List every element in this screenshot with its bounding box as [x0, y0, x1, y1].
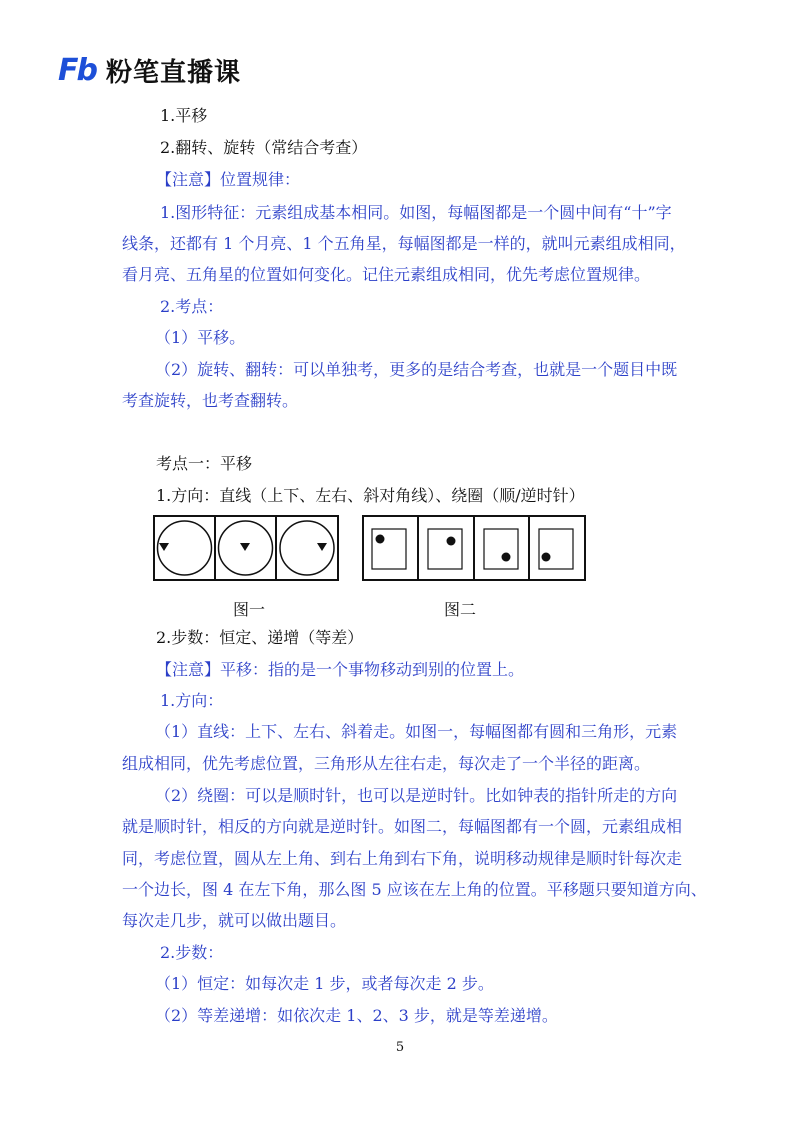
paragraph-line: 2.考点： [160, 297, 224, 316]
paragraph-line: 同，考虑位置，圆从左上角、到右上角到右下角，说明移动规律是顺时针每次走 [122, 849, 683, 868]
paragraph-line: 看月亮、五角星的位置如何变化。记住元素组成相同，优先考虑位置规律。 [122, 265, 651, 284]
square-shape [539, 529, 573, 569]
list-item: 2.翻转、旋转（常结合考查） [160, 138, 368, 157]
paragraph-line: （2）旋转、翻转：可以单独考，更多的是结合考查，也就是一个题目中既 [155, 360, 678, 379]
dot-icon [376, 535, 385, 544]
paragraph-line: 1.方向： [160, 691, 224, 710]
triangle-icon [159, 543, 169, 551]
square-shape [484, 529, 518, 569]
paragraph-line: 1.图形特征：元素组成基本相同。如图，每幅图都是一个圆中间有“十”字 [160, 203, 672, 222]
paragraph-line: 组成相同，优先考虑位置，三角形从左往右走，每次走了一个半径的距离。 [122, 754, 651, 773]
list-item: 1.平移 [160, 106, 208, 125]
paragraph-line: 就是顺时针，相反的方向就是逆时针。如图二，每幅图都有一个圆，元素组成相 [122, 817, 683, 836]
figure-caption: 图一 [233, 600, 266, 619]
dot-icon [502, 553, 511, 562]
header [58, 52, 241, 88]
list-item: 1.方向：直线（上下、左右、斜对角线）、绕圈（顺/逆时针） [156, 486, 585, 505]
note-label: 【注意】位置规律： [156, 170, 301, 189]
page-number: 5 [395, 1040, 405, 1055]
circle-shape [280, 521, 334, 575]
paragraph-line: 考查旋转，也考查翻转。 [122, 391, 299, 410]
paragraph-line: （1）平移。 [155, 328, 246, 347]
paragraph-line: 2.步数： [160, 943, 224, 962]
paragraph-line: （2）等差递增：如依次走 1、2、3 步，就是等差递增。 [155, 1006, 558, 1025]
dot-icon [542, 553, 551, 562]
triangle-icon [240, 543, 250, 551]
list-item: 2.步数：恒定、递增（等差） [156, 628, 364, 647]
square-shape [428, 529, 462, 569]
square-shape [372, 529, 406, 569]
fenbi-logo-icon: Fb [58, 52, 96, 88]
triangle-icon [317, 543, 327, 551]
figure-caption: 图二 [444, 600, 477, 619]
note-line: 【注意】平移：指的是一个事物移动到别的位置上。 [156, 660, 525, 679]
figure-two [362, 515, 586, 581]
figure-one [153, 515, 339, 581]
brand-name: 粉笔直播课 [105, 57, 241, 88]
paragraph-line: 每次走几步，就可以做出题目。 [122, 911, 347, 930]
paragraph-line: （1）恒定：如每次走 1 步，或者每次走 2 步。 [155, 974, 494, 993]
paragraph-line: 一个边长，图 4 在左下角，那么图 5 应该在左上角的位置。平移题只要知道方向、 [122, 880, 707, 899]
paragraph-line: （2）绕圈：可以是顺时针，也可以是逆时针。比如钟表的指针所走的方向 [155, 786, 678, 805]
paragraph-line: 线条，还都有 1 个月亮、1 个五角星，每幅图都是一样的，就叫元素组成相同， [122, 234, 686, 253]
paragraph-line: （1）直线：上下、左右、斜着走。如图一，每幅图都有圆和三角形，元素 [155, 722, 678, 741]
dot-icon [447, 537, 456, 546]
section-title: 考点一：平移 [156, 454, 253, 473]
